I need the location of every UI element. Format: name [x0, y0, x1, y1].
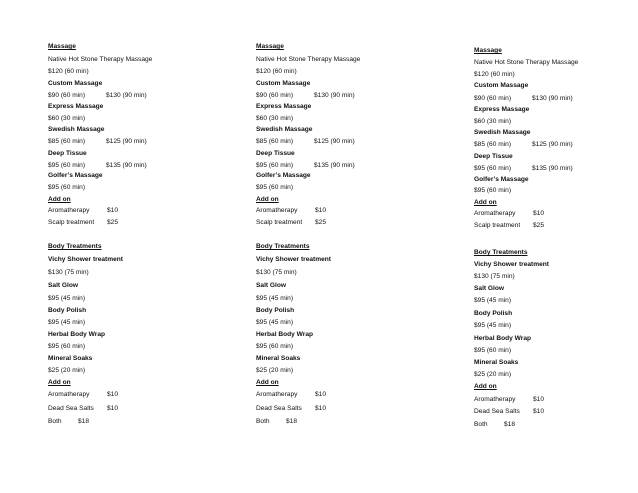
add-on-heading: Add on: [474, 199, 497, 206]
native-hot-stone-label: Native Hot Stone Therapy Massage: [48, 56, 153, 63]
custom-massage-prices: [48, 92, 147, 100]
custom-massage-prices: [256, 92, 355, 100]
salt-glow-label: Salt Glow: [474, 285, 505, 292]
swedish-massage-label: Swedish Massage: [256, 126, 313, 133]
native-hot-stone-price: $120 (60 min): [48, 68, 89, 75]
vichy-shower-label: Vichy Shower treatment: [48, 256, 123, 263]
swedish-price-90: $125 (90 min): [532, 141, 573, 148]
scalp-treatment-label: Scalp treatment: [256, 219, 303, 226]
swedish-massage-prices: [48, 138, 147, 146]
add-on-heading: Add on: [48, 196, 71, 203]
herbal-wrap-label: Herbal Body Wrap: [256, 331, 314, 338]
swedish-price-60: $85 (60 min): [48, 138, 86, 145]
dead-sea-salts-label: Dead Sea Salts: [474, 408, 520, 415]
swedish-massage-prices: [474, 141, 573, 149]
express-massage-label: Express Massage: [256, 103, 312, 110]
aromatherapy-label: Aromatherapy: [48, 207, 90, 214]
mineral-soaks-price: $25 (20 min): [48, 367, 86, 374]
both-row: [256, 418, 298, 426]
body-treatments-heading: Body Treatments: [256, 243, 310, 250]
scalp-treatment-row: [474, 222, 545, 230]
scalp-treatment-row: [48, 219, 119, 227]
dead-sea-salts-row: [474, 408, 545, 416]
dead-sea-salts-label: Dead Sea Salts: [256, 405, 302, 412]
native-hot-stone-price: $120 (60 min): [256, 68, 297, 75]
both-price: $18: [78, 418, 90, 425]
deep-tissue-label: Deep Tissue: [48, 150, 87, 157]
body-polish-price: $95 (45 min): [474, 322, 512, 329]
swedish-massage-label: Swedish Massage: [474, 129, 531, 136]
golfers-massage-label: Golfer’s Massage: [474, 176, 529, 183]
add-on-heading-2: Add on: [256, 379, 279, 386]
aromatherapy-label: Aromatherapy: [474, 210, 516, 217]
add-on-heading-2: Add on: [474, 383, 497, 390]
dead-sea-salts-price: $10: [315, 405, 327, 412]
express-massage-price: $60 (30 min): [48, 115, 86, 122]
scalp-treatment-price: $25: [107, 219, 119, 226]
express-massage-price: $60 (30 min): [256, 115, 294, 122]
deep-price-60: $95 (60 min): [474, 165, 512, 172]
body-polish-label: Body Polish: [48, 307, 87, 314]
deep-price-90: $135 (90 min): [532, 165, 573, 172]
both-label: Both: [474, 421, 488, 428]
custom-massage-label: Custom Massage: [256, 80, 311, 87]
deep-price-60: $95 (60 min): [48, 162, 86, 169]
mineral-soaks-price: $25 (20 min): [474, 371, 512, 378]
salt-glow-price: $95 (45 min): [256, 295, 294, 302]
scalp-treatment-price: $25: [315, 219, 327, 226]
add-on-heading: Add on: [256, 196, 279, 203]
deep-tissue-label: Deep Tissue: [256, 150, 295, 157]
mineral-soaks-label: Mineral Soaks: [474, 359, 519, 366]
herbal-wrap-label: Herbal Body Wrap: [474, 335, 532, 342]
dead-sea-salts-label: Dead Sea Salts: [48, 405, 94, 412]
body-polish-price: $95 (45 min): [256, 319, 294, 326]
herbal-wrap-price: $95 (60 min): [474, 347, 512, 354]
body-treatments-heading: Body Treatments: [474, 249, 528, 256]
swedish-massage-prices: [256, 138, 355, 146]
both-price: $18: [286, 418, 298, 425]
dead-sea-salts-price: $10: [107, 405, 119, 412]
deep-price-90: $135 (90 min): [106, 162, 147, 169]
scalp-treatment-label: Scalp treatment: [48, 219, 95, 226]
mineral-soaks-label: Mineral Soaks: [48, 355, 93, 362]
express-massage-label: Express Massage: [48, 103, 104, 110]
express-massage-label: Express Massage: [474, 106, 530, 113]
both-label: Both: [48, 418, 62, 425]
custom-price-90: $130 (90 min): [314, 92, 355, 99]
aromatherapy-row-2: [474, 396, 545, 404]
vichy-shower-price: $130 (75 min): [48, 269, 89, 276]
swedish-massage-label: Swedish Massage: [48, 126, 105, 133]
deep-price-60: $95 (60 min): [256, 162, 294, 169]
aromatherapy-row: [48, 207, 119, 215]
aromatherapy-price-2: $10: [533, 396, 545, 403]
scalp-treatment-label: Scalp treatment: [474, 222, 521, 229]
dead-sea-salts-price: $10: [533, 408, 545, 415]
aromatherapy-label-2: Aromatherapy: [474, 396, 516, 403]
vichy-shower-price: $130 (75 min): [474, 273, 515, 280]
deep-tissue-prices: [474, 165, 573, 173]
custom-price-60: $90 (60 min): [474, 95, 512, 102]
salt-glow-price: $95 (45 min): [474, 297, 512, 304]
custom-price-60: $90 (60 min): [256, 92, 294, 99]
dead-sea-salts-row: [256, 405, 327, 413]
custom-price-90: $130 (90 min): [532, 95, 573, 102]
deep-tissue-prices: [48, 162, 147, 170]
golfers-massage-price: $95 (60 min): [256, 184, 294, 191]
mineral-soaks-label: Mineral Soaks: [256, 355, 301, 362]
aromatherapy-label: Aromatherapy: [256, 207, 298, 214]
aromatherapy-row: [256, 207, 327, 215]
mineral-soaks-price: $25 (20 min): [256, 367, 294, 374]
both-row: [474, 421, 516, 429]
scalp-treatment-row: [256, 219, 327, 227]
salt-glow-price: $95 (45 min): [48, 295, 86, 302]
body-treatments-heading: Body Treatments: [48, 243, 102, 250]
custom-price-60: $90 (60 min): [48, 92, 86, 99]
golfers-massage-price: $95 (60 min): [48, 184, 86, 191]
native-hot-stone-label: Native Hot Stone Therapy Massage: [256, 56, 361, 63]
body-polish-label: Body Polish: [474, 310, 513, 317]
custom-massage-label: Custom Massage: [474, 82, 529, 89]
both-price: $18: [504, 421, 516, 428]
massage-heading: Massage: [48, 43, 76, 50]
native-hot-stone-label: Native Hot Stone Therapy Massage: [474, 59, 579, 66]
vichy-shower-price: $130 (75 min): [256, 269, 297, 276]
swedish-price-90: $125 (90 min): [314, 138, 355, 145]
swedish-price-60: $85 (60 min): [256, 138, 294, 145]
body-polish-label: Body Polish: [256, 307, 295, 314]
aromatherapy-row-2: [48, 391, 119, 399]
custom-massage-prices: [474, 95, 573, 103]
aromatherapy-price: $10: [107, 207, 119, 214]
both-row: [48, 418, 90, 426]
golfers-massage-price: $95 (60 min): [474, 187, 512, 194]
vichy-shower-label: Vichy Shower treatment: [256, 256, 331, 263]
dead-sea-salts-row: [48, 405, 119, 413]
add-on-heading-2: Add on: [48, 379, 71, 386]
body-polish-price: $95 (45 min): [48, 319, 86, 326]
vichy-shower-label: Vichy Shower treatment: [474, 261, 549, 268]
express-massage-price: $60 (30 min): [474, 118, 512, 125]
massage-heading: Massage: [256, 43, 284, 50]
aromatherapy-price: $10: [533, 210, 545, 217]
both-label: Both: [256, 418, 270, 425]
aromatherapy-price-2: $10: [315, 391, 327, 398]
massage-heading: Massage: [474, 47, 502, 54]
native-hot-stone-price: $120 (60 min): [474, 71, 515, 78]
herbal-wrap-price: $95 (60 min): [256, 343, 294, 350]
swedish-price-90: $125 (90 min): [106, 138, 147, 145]
aromatherapy-price-2: $10: [107, 391, 119, 398]
aromatherapy-row-2: [256, 391, 327, 399]
golfers-massage-label: Golfer’s Massage: [256, 172, 311, 179]
salt-glow-label: Salt Glow: [256, 282, 287, 289]
aromatherapy-price: $10: [315, 207, 327, 214]
swedish-price-60: $85 (60 min): [474, 141, 512, 148]
deep-price-90: $135 (90 min): [314, 162, 355, 169]
aromatherapy-label-2: Aromatherapy: [256, 391, 298, 398]
aromatherapy-row: [474, 210, 545, 218]
custom-massage-label: Custom Massage: [48, 80, 103, 87]
golfers-massage-label: Golfer’s Massage: [48, 172, 103, 179]
scalp-treatment-price: $25: [533, 222, 545, 229]
aromatherapy-label-2: Aromatherapy: [48, 391, 90, 398]
deep-tissue-label: Deep Tissue: [474, 153, 513, 160]
herbal-wrap-price: $95 (60 min): [48, 343, 86, 350]
herbal-wrap-label: Herbal Body Wrap: [48, 331, 106, 338]
salt-glow-label: Salt Glow: [48, 282, 79, 289]
custom-price-90: $130 (90 min): [106, 92, 147, 99]
deep-tissue-prices: [256, 162, 355, 170]
